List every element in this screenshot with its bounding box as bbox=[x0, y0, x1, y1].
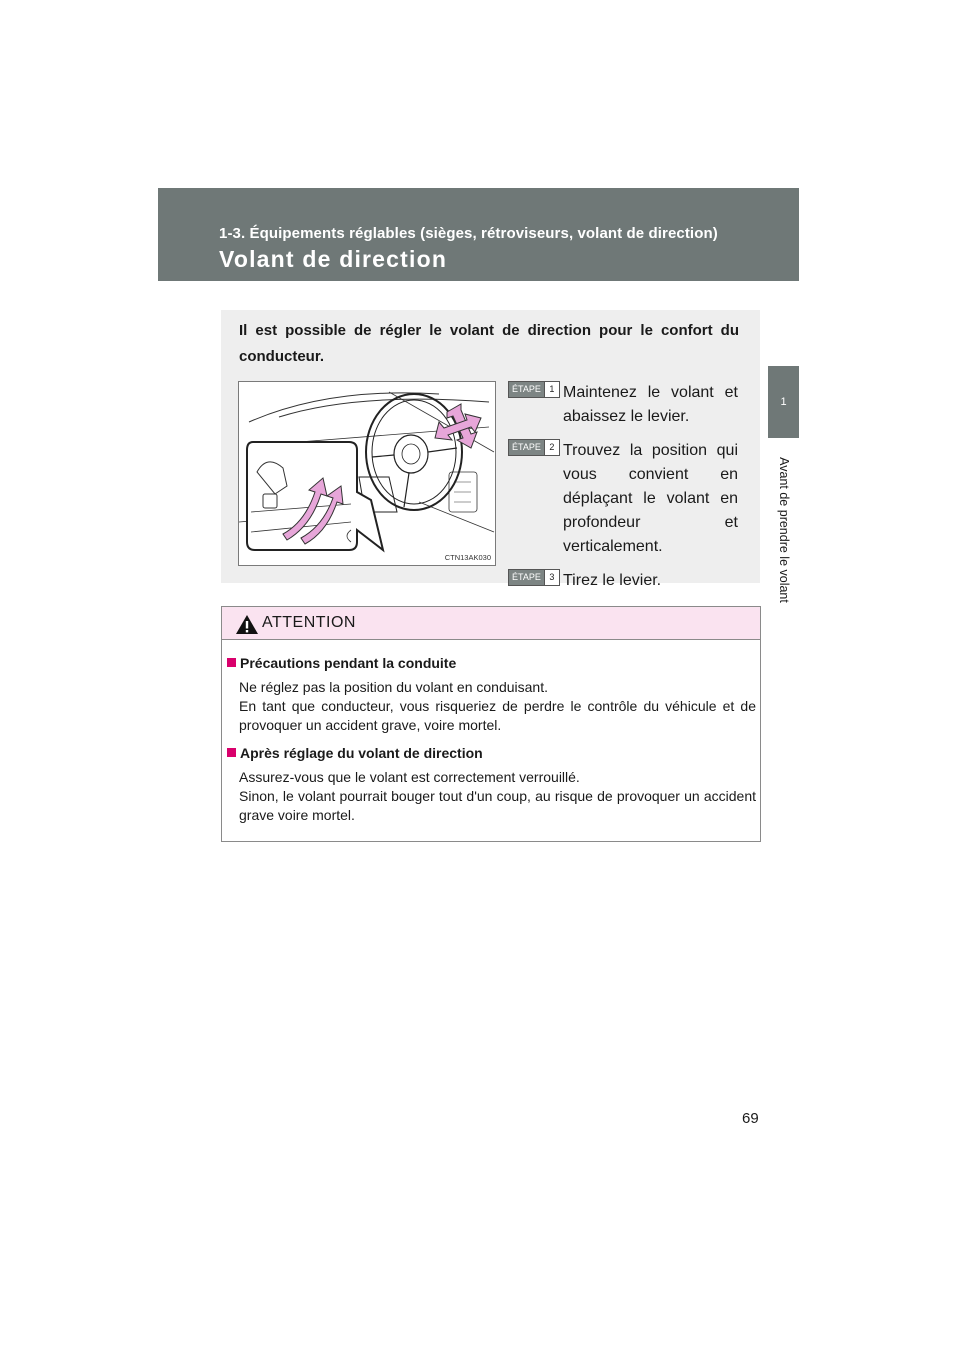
step-3 bbox=[508, 569, 738, 593]
warning-item-title-text: Précautions pendant la conduite bbox=[240, 655, 457, 671]
warning-triangle-icon bbox=[235, 614, 259, 635]
section-title: 1-3. Équipements réglables (sièges, rétroviseurs, volant de direction) bbox=[219, 225, 718, 242]
figure-caption: CTN13AK030 bbox=[444, 553, 491, 562]
step-badge bbox=[508, 381, 560, 398]
step-badge-label: ÉTAPE bbox=[509, 570, 544, 585]
step-2 bbox=[508, 439, 738, 559]
warning-item-title-text: Après réglage du volant de direction bbox=[240, 745, 483, 761]
header-band bbox=[158, 188, 799, 281]
square-bullet-icon bbox=[227, 748, 236, 757]
chapter-number: 1 bbox=[780, 396, 787, 408]
warning-header bbox=[222, 607, 760, 640]
step-badge-label: ÉTAPE bbox=[509, 440, 544, 455]
step-1 bbox=[508, 381, 738, 429]
steps-list bbox=[508, 381, 738, 603]
steering-wheel-figure bbox=[238, 381, 496, 566]
page-title: Volant de direction bbox=[219, 246, 448, 272]
step-badge-label: ÉTAPE bbox=[509, 382, 544, 397]
chapter-label: Avant de prendre le volant bbox=[777, 457, 791, 603]
page-number: 69 bbox=[742, 1110, 759, 1127]
warning-title: ATTENTION bbox=[262, 614, 356, 631]
warning-item-text: Assurez-vous que le volant est correctement verrouillé. Sinon, le volant pourrait bouger tout d'un coup, au risque de provoquer un accident grave voire mortel. bbox=[239, 769, 756, 823]
step-text: Tirez le levier. bbox=[563, 572, 662, 589]
step-badge bbox=[508, 569, 560, 586]
intro-box bbox=[221, 310, 760, 589]
square-bullet-icon bbox=[227, 658, 236, 667]
intro-text: Il est possible de régler le volant de direction pour le confort du conducteur. bbox=[239, 322, 739, 365]
steering-wheel-adjustment-illustration bbox=[239, 382, 495, 565]
step-badge-number: 1 bbox=[544, 382, 559, 397]
warning-item-text: Ne réglez pas la position du volant en conduisant. En tant que conducteur, vous risqueriez de perdre le contrôle du véhicule et de provoquer un accident grave, voire mortel. bbox=[239, 679, 756, 733]
warning-body bbox=[226, 653, 756, 833]
step-badge bbox=[508, 439, 560, 456]
step-badge-number: 2 bbox=[544, 440, 559, 455]
step-text: Trouvez la position qui vous convient en déplaçant le volant en profondeur et verticalement. bbox=[563, 442, 738, 555]
chapter-tab[interactable] bbox=[768, 366, 799, 438]
warning-item-title bbox=[226, 743, 756, 763]
step-text: Maintenez le volant et abaissez le levier. bbox=[563, 384, 738, 425]
warning-item-title bbox=[226, 653, 756, 673]
step-badge-number: 3 bbox=[544, 570, 559, 585]
warning-box bbox=[221, 606, 761, 842]
